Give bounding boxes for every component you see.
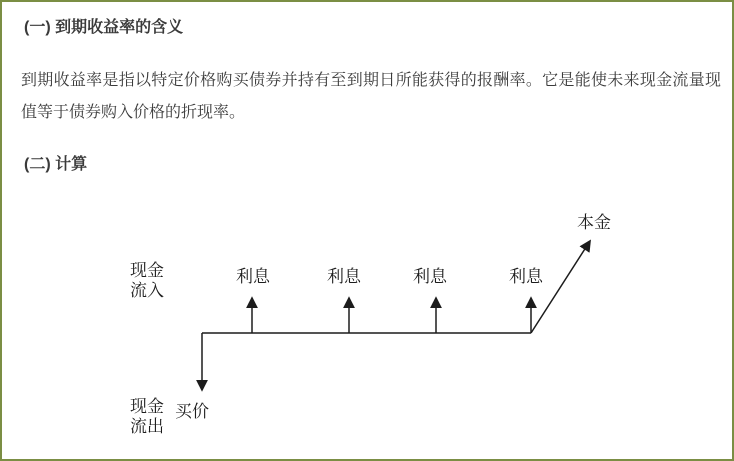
interest-label-3: 利息 xyxy=(413,267,447,286)
interest-label-2: 利息 xyxy=(327,267,361,286)
cash-outflow-label-line1: 现金 xyxy=(130,397,164,416)
principal-label: 本金 xyxy=(577,213,611,232)
interest-label-1: 利息 xyxy=(236,267,270,286)
cash-outflow-label-line2: 流出 xyxy=(130,417,164,436)
principal-arrow xyxy=(531,241,590,333)
purchase-price-label: 买价 xyxy=(175,402,209,421)
cash-outflow-label xyxy=(130,397,170,437)
cash-inflow-label-line2: 流入 xyxy=(130,281,164,300)
section-1-heading: (一) 到期收益率的含义 xyxy=(24,19,184,36)
interest-label-4: 利息 xyxy=(509,267,543,286)
timeline-arrows-graphic xyxy=(2,200,732,447)
cash-inflow-label-line1: 现金 xyxy=(130,261,164,280)
section-2-heading: (二) 计算 xyxy=(24,156,88,173)
cash-inflow-label xyxy=(130,261,170,301)
cash-flow-diagram xyxy=(2,200,732,447)
section-1-paragraph: 到期收益率是指以特定价格购买债券并持有至到期日所能获得的报酬率。它是能使未来现金流量现值等于债券购入价格的折现率。 xyxy=(21,72,721,121)
